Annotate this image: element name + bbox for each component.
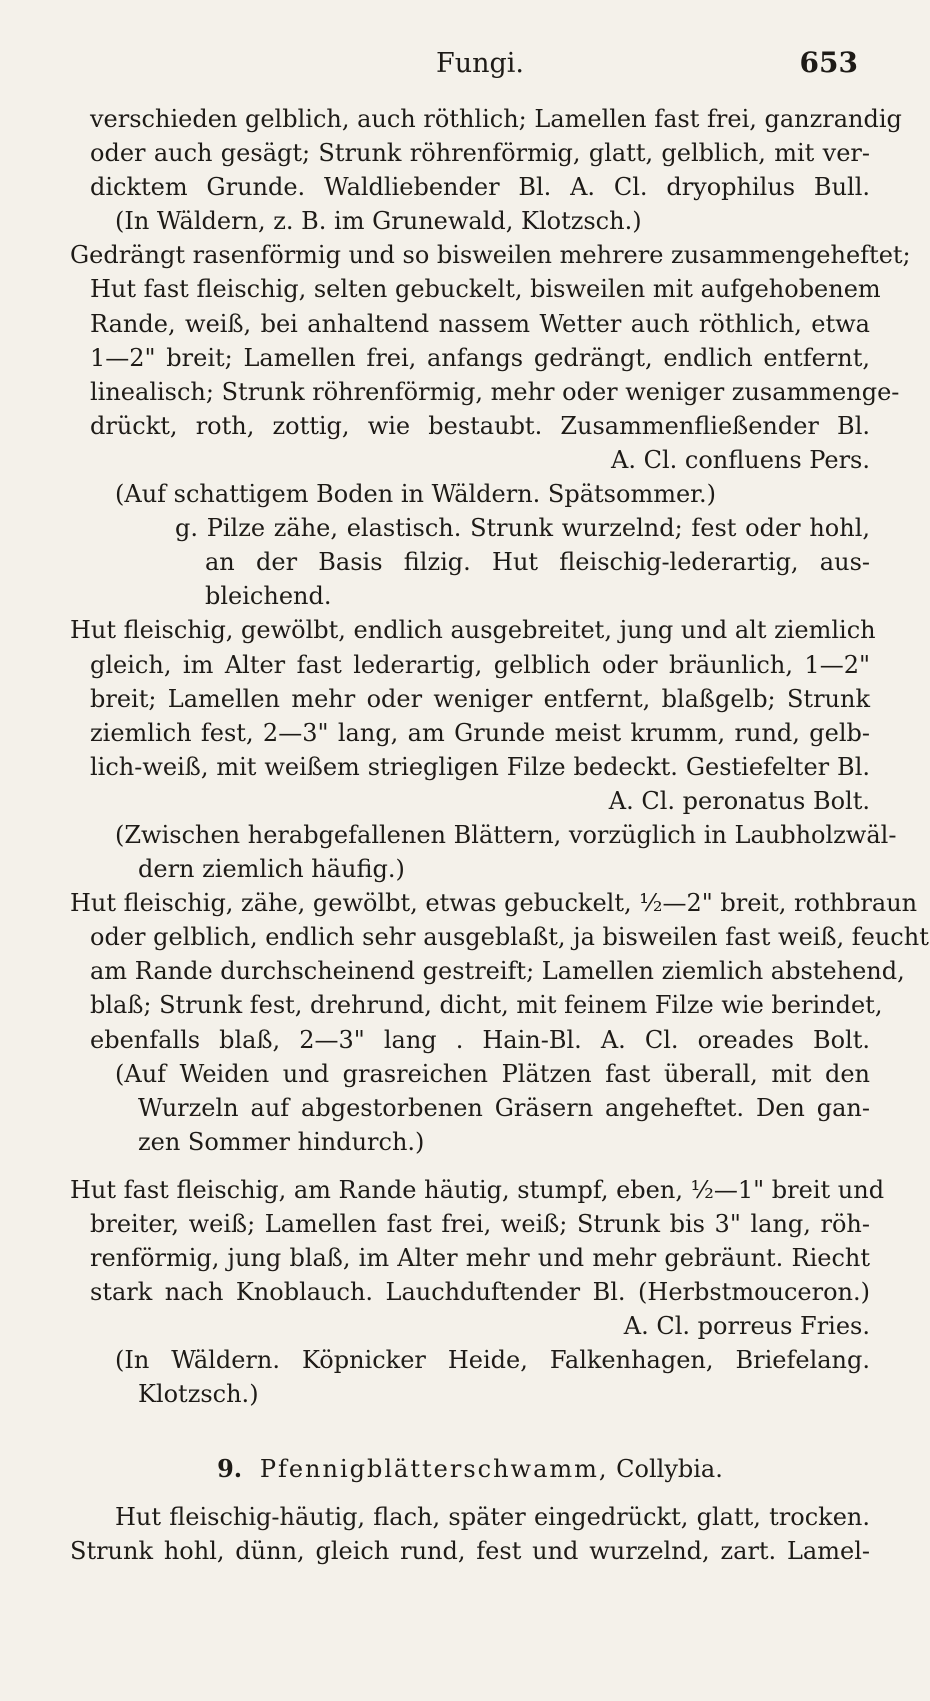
text-line: Hut fast fleischig, am Rande häutig, stumpf, eben, ½—1" breit und (70, 1175, 885, 1204)
paragraph-gap (70, 1159, 870, 1173)
text-line: gleich, im Alter fast lederartig, gelblich oder bräunlich, 1—2" (90, 650, 870, 679)
text-line: Hut fleischig-häutig, flach, später eingedrückt, glatt, trocken. (115, 1502, 870, 1531)
text-line: (Auf schattigem Boden in Wäldern. Spätsommer.) (115, 480, 716, 509)
text-line: zen Sommer hindurch.) (138, 1127, 425, 1156)
paragraph-gap (70, 1486, 870, 1500)
text-line: ziemlich fest, 2—3" lang, am Grunde meist krumm, rund, gelb- (90, 718, 870, 747)
section-number: 9. (217, 1453, 243, 1483)
page-header (100, 44, 860, 84)
section-heading (70, 1452, 870, 1486)
text-line: lich-weiß, mit weißem striegligen Filze bedeckt. Gestiefelter Bl. (90, 752, 870, 781)
running-head: Fungi. (435, 48, 524, 79)
species-name: A. Cl. porreus Fries. (623, 1312, 870, 1341)
text-line: bleichend. (205, 582, 332, 611)
text-line: dicktem Grunde. Waldliebender Bl. A. Cl. dryophilus Bull. (90, 173, 870, 202)
text-line: Hut fleischig, gewölbt, endlich ausgebreitet, jung und alt ziemlich (70, 616, 876, 645)
text-line: (In Wäldern, z. B. im Grunewald, Klotzsch.) (115, 207, 642, 236)
species-name: A. Cl. peronatus Bolt. (608, 786, 870, 815)
text-line: oder auch gesägt; Strunk röhrenförmig, glatt, gelblich, mit ver- (90, 139, 870, 168)
text-line: (Zwischen herabgefallenen Blättern, vorzüglich in Laubholzwäl- (115, 820, 897, 849)
page-number: 653 (799, 46, 858, 79)
text-line: g. Pilze zähe, elastisch. Strunk wurzelnd; fest oder hohl, (175, 514, 870, 543)
text-line: 1—2" breit; Lamellen frei, anfangs gedrängt, endlich entfernt, (90, 343, 870, 372)
text-line: am Rande durchscheinend gestreift; Lamellen ziemlich abstehend, (90, 957, 905, 986)
text-line: Hut fleischig, zähe, gewölbt, etwas gebuckelt, ½—2" breit, rothbraun (70, 889, 918, 918)
text-line: Rande, weiß, bei anhaltend nassem Wetter auch röthlich, etwa (90, 309, 870, 338)
section-title: Pfennigblätterschwamm, (259, 1454, 609, 1483)
page-body (70, 102, 929, 1568)
text-line: an der Basis filzig. Hut fleischig-lederartig, aus- (205, 548, 870, 577)
text-line: Hut fast fleischig, selten gebuckelt, bisweilen mit aufgehobenem (90, 275, 881, 304)
text-line: linealisch; Strunk röhrenförmig, mehr oder weniger zusammenge- (90, 377, 900, 406)
section-latin-name: Collybia. (616, 1454, 723, 1483)
text-line: (Auf Weiden und grasreichen Plätzen fast überall, mit den (115, 1059, 870, 1088)
text-line: oder gelblich, endlich sehr ausgeblaßt, ja bisweilen fast weiß, feucht (90, 923, 929, 952)
text-line: Klotzsch.) (138, 1380, 259, 1409)
species-name: A. Cl. confluens Pers. (611, 445, 870, 474)
text-line: drückt, roth, zottig, wie bestaubt. Zusammenfließender Bl. (90, 411, 870, 440)
text-line: Gedrängt rasenförmig und so bisweilen mehrere zusammengeheftet; (70, 241, 911, 270)
text-line: Strunk hohl, dünn, gleich rund, fest und wurzelnd, zart. Lamel- (70, 1536, 870, 1565)
text-line: ebenfalls blaß, 2—3" lang . Hain-Bl. A. Cl. oreades Bolt. (90, 1025, 870, 1054)
text-line: verschieden gelblich, auch röthlich; Lamellen fast frei, ganzrandig (90, 105, 902, 133)
section-gap (70, 1412, 870, 1452)
text-line: breiter, weiß; Lamellen fast frei, weiß; Strunk bis 3" lang, röh- (90, 1210, 870, 1238)
text-line: breit; Lamellen mehr oder weniger entfernt, blaßgelb; Strunk (90, 684, 870, 713)
text-line: blaß; Strunk fest, drehrund, dicht, mit feinem Filze wie berindet, (90, 991, 883, 1020)
text-line: stark nach Knoblauch. Lauchduftender Bl. (Herbstmouceron.) (90, 1278, 870, 1307)
text-line: (In Wäldern. Köpnicker Heide, Falkenhagen, Briefelang. (115, 1346, 870, 1375)
text-line: Wurzeln auf abgestorbenen Gräsern angeheftet. Den gan- (138, 1093, 870, 1122)
text-line: renförmig, jung blaß, im Alter mehr und mehr gebräunt. Riecht (90, 1244, 870, 1273)
text-line: dern ziemlich häufig.) (138, 855, 405, 884)
